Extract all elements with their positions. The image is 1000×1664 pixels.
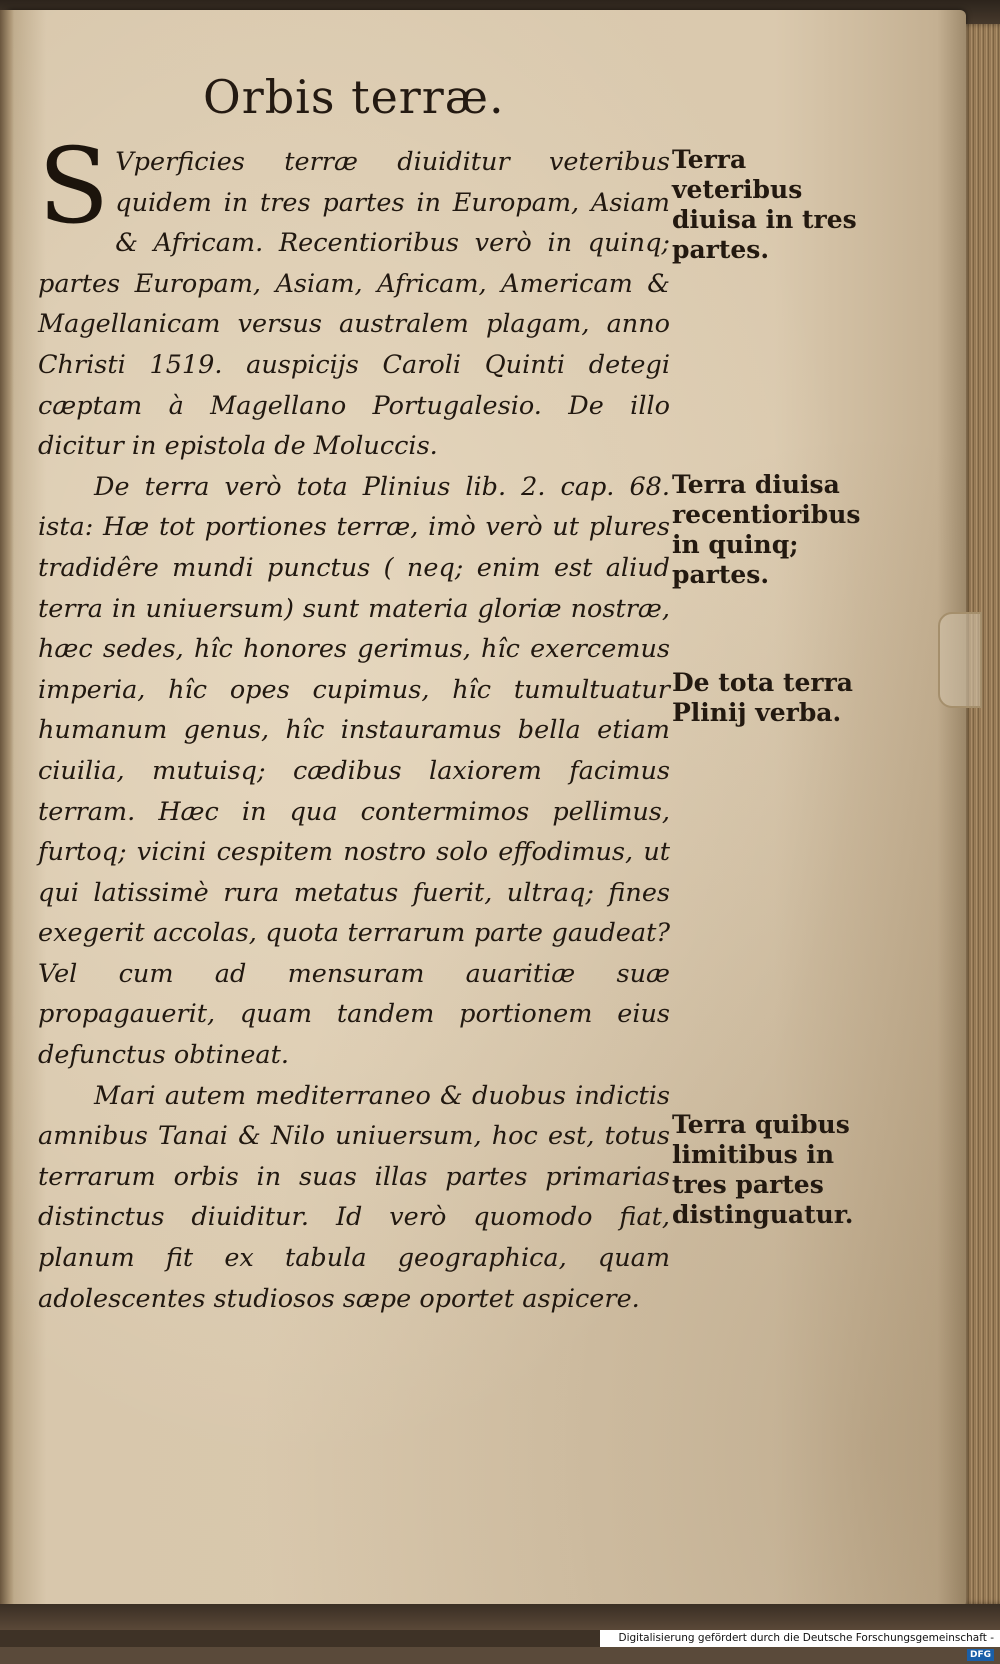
page-title: Orbis terræ. (203, 70, 505, 124)
margin-note-3: De tota terra Plinij verba. (672, 668, 853, 727)
margin-note-2: Terra diuisa recentioribus in quinq; partes. (672, 470, 861, 589)
bottom-book-edge (0, 1604, 1000, 1630)
binding-gutter (0, 10, 14, 1610)
margin-note-1: Terra veteribus diuisa in tres partes. (672, 145, 857, 264)
paragraph-1 (38, 125, 670, 467)
footer-text: Digitalisierung gefördert durch die Deutsche Forschungsgemeinschaft - (618, 1632, 994, 1644)
paragraph-1-text: Vperficies terræ diuiditur veteribus quidem in tres partes in Europam, Asiam & Africam. Recentioribus verò in quinq; partes Europam, Asiam, Africam, Americam & Magellanicam versus australem plagam, anno Christi 1519. auspicijs Caroli Quinti detegi cæptam à Magellano Portugalesio. De illo dicitur in epistola de Moluccis. (38, 147, 670, 462)
margin-note-4: Terra quibus limitibus in tres partes distinguatur. (672, 1110, 854, 1229)
drop-cap-letter: S (38, 125, 110, 247)
dfg-logo-icon: DFG (967, 1649, 994, 1661)
paragraph-3: Mari autem mediterraneo & duobus indictis amnibus Tanai & Nilo uniuersum, hoc est, totus terrarum orbis in suas illas partes primarias distinctus diuiditur. Id verò quomodo fiat, planum fit ex tabula geographica, quam adolescentes studiosos sæpe oportet aspicere. (38, 1080, 670, 1314)
page-clip-tab (938, 612, 982, 708)
funding-footer (600, 1630, 1000, 1660)
paragraph-2: De terra verò tota Plinius lib. 2. cap. 68. ista: Hæ tot portiones terræ, imò verò ut plures tradidêre mundi punctus ( neq; enim est aliud terra in uniuersum) sunt materia gloriæ nostræ, hæc sedes, hîc honores gerimus, hîc exercemus imperia, hîc opes cupimus, hîc tumultuatur humanum genus, hîc instauramus bella etiam ciuilia, mutuisq; cædibus laxiorem facimus terram. Hæc in qua contermimos pellimus, furtoq; vicini cespitem nostro solo effodimus, ut qui latissimè rura metatus fuerit, ultraq; fines exegerit accolas, quota terrarum parte gaudeat? Vel cum ad mensuram auaritiæ suæ propagauerit, quam tandem portionem eius defunctus obtineat. (38, 471, 670, 1071)
main-text-block (38, 125, 670, 1319)
